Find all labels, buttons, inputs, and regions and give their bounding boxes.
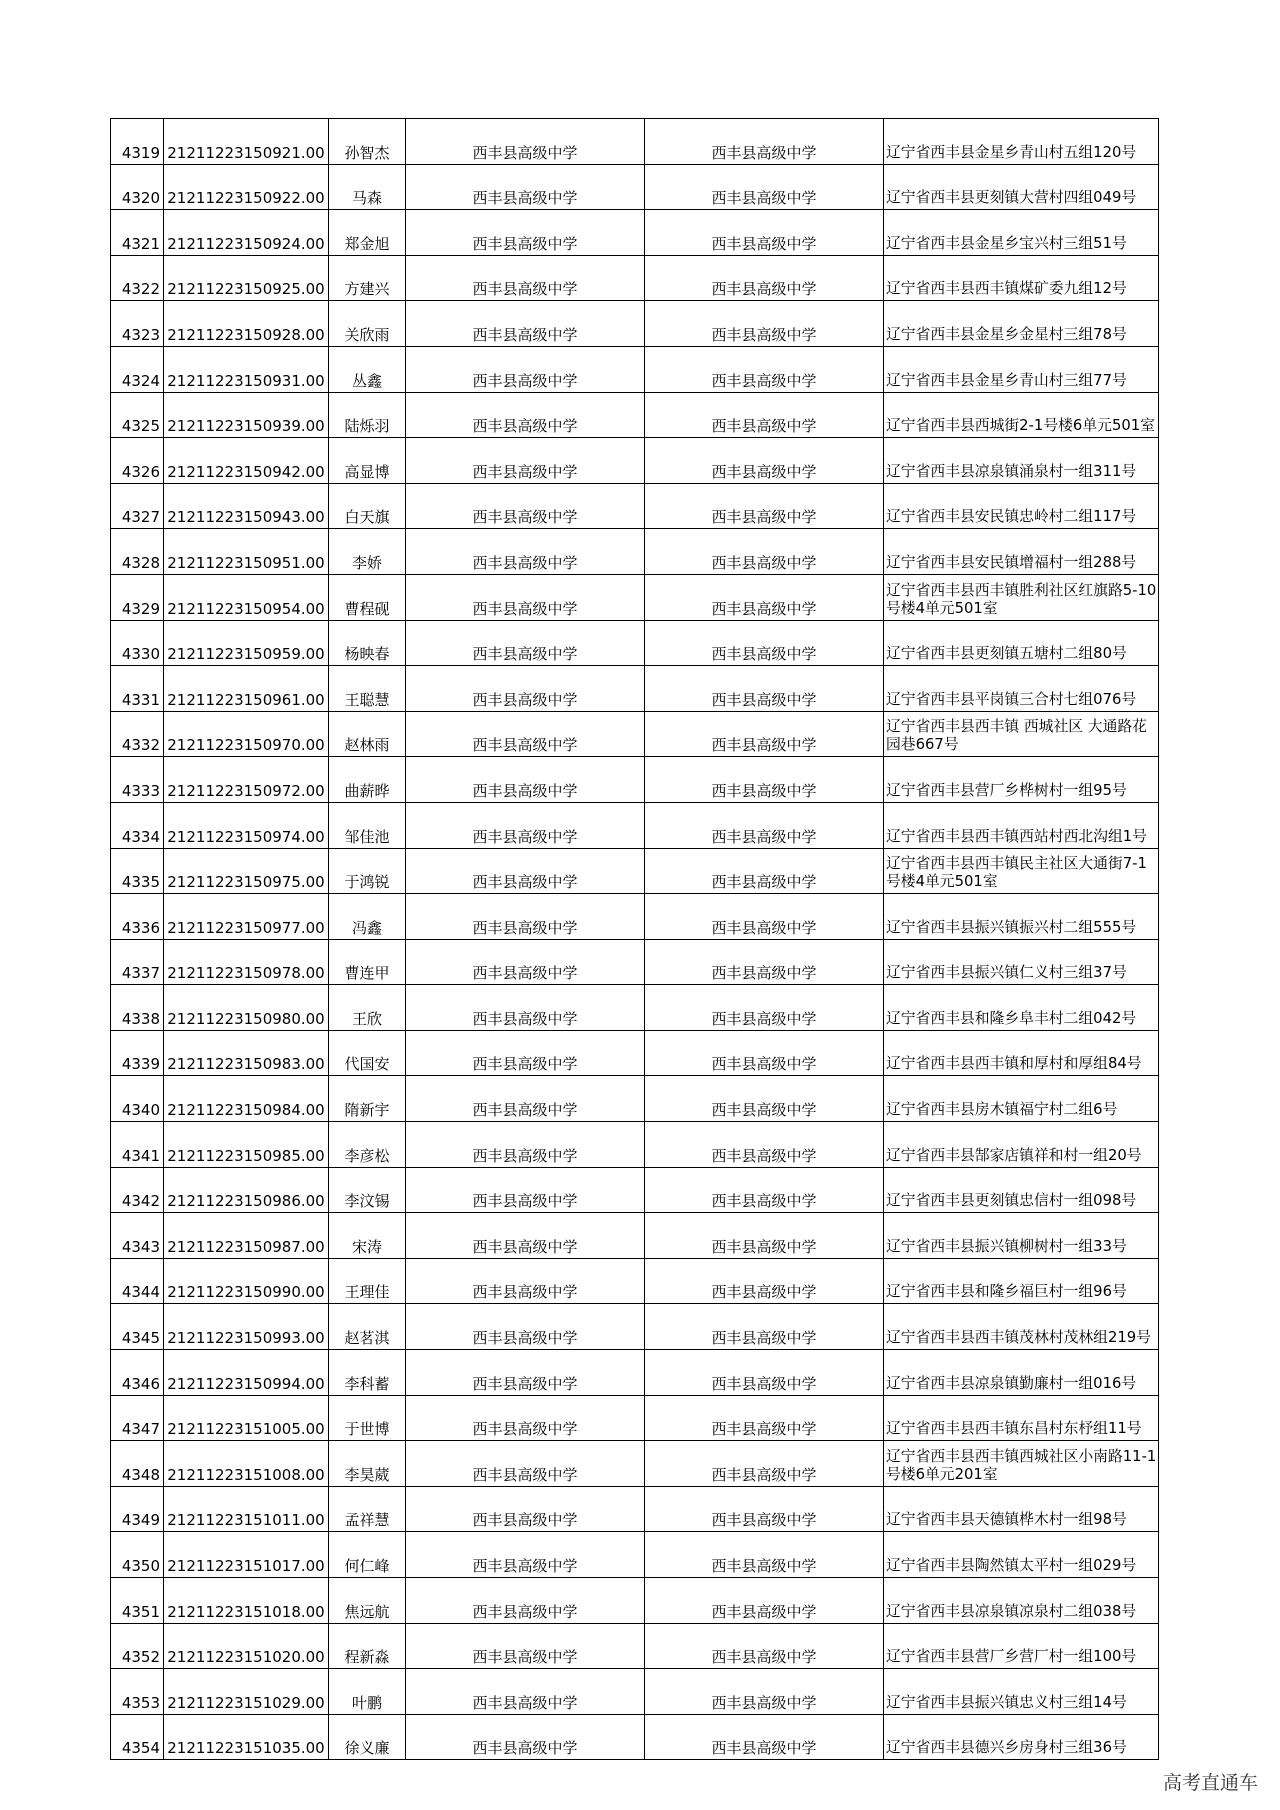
student-name-cell: 李汶锡 [329,1167,406,1213]
graduating-school-cell: 西丰县高级中学 [645,574,884,620]
row-number-cell: 4345 [111,1304,164,1350]
student-name-cell: 曹连甲 [329,939,406,985]
graduating-school-cell: 西丰县高级中学 [645,210,884,256]
address-cell: 辽宁省西丰县金星乡青山村五组120号 [884,119,1159,165]
student-table [110,118,1159,1760]
school-cell: 西丰县高级中学 [406,757,645,803]
graduating-school-cell: 西丰县高级中学 [645,164,884,210]
address-cell: 辽宁省西丰县更刻镇大营村四组049号 [884,164,1159,210]
student-name-cell: 王理佳 [329,1258,406,1304]
school-cell: 西丰县高级中学 [406,1122,645,1168]
row-number-cell: 4321 [111,210,164,256]
table-row [111,346,1159,392]
exam-id-cell: 21211223150990.00 [164,1258,329,1304]
school-cell: 西丰县高级中学 [406,848,645,894]
table-row [111,1350,1159,1396]
address-cell: 辽宁省西丰县营厂乡营厂村一组100号 [884,1623,1159,1669]
address-cell: 辽宁省西丰县和隆乡福巨村一组96号 [884,1258,1159,1304]
school-cell: 西丰县高级中学 [406,1441,645,1487]
row-number-cell: 4349 [111,1486,164,1532]
row-number-cell: 4322 [111,255,164,301]
table-row [111,939,1159,985]
exam-id-cell: 21211223150921.00 [164,119,329,165]
table-row [111,1167,1159,1213]
school-cell: 西丰县高级中学 [406,301,645,347]
school-cell: 西丰县高级中学 [406,802,645,848]
graduating-school-cell: 西丰县高级中学 [645,301,884,347]
exam-id-cell: 21211223150983.00 [164,1030,329,1076]
table-row [111,1669,1159,1715]
school-cell: 西丰县高级中学 [406,1258,645,1304]
table-row [111,483,1159,529]
school-cell: 西丰县高级中学 [406,1076,645,1122]
exam-id-cell: 21211223151020.00 [164,1623,329,1669]
graduating-school-cell: 西丰县高级中学 [645,1076,884,1122]
student-name-cell: 白天旗 [329,483,406,529]
watermark-text: 高考直通车 [1162,1772,1258,1794]
student-name-cell: 杨映春 [329,620,406,666]
address-cell: 辽宁省西丰县平岗镇三合村七组076号 [884,666,1159,712]
table-row [111,802,1159,848]
table-row [111,894,1159,940]
row-number-cell: 4327 [111,483,164,529]
address-cell: 辽宁省西丰县营厂乡桦树村一组95号 [884,757,1159,803]
school-cell: 西丰县高级中学 [406,1350,645,1396]
table-row [111,164,1159,210]
row-number-cell: 4320 [111,164,164,210]
exam-id-cell: 21211223151017.00 [164,1532,329,1578]
exam-id-cell: 21211223150925.00 [164,255,329,301]
address-cell: 辽宁省西丰县西丰镇西站村西北沟组1号 [884,802,1159,848]
row-number-cell: 4333 [111,757,164,803]
table-row [111,1578,1159,1624]
row-number-cell: 4342 [111,1167,164,1213]
row-number-cell: 4353 [111,1669,164,1715]
table-row [111,1076,1159,1122]
row-number-cell: 4324 [111,346,164,392]
graduating-school-cell: 西丰县高级中学 [645,438,884,484]
row-number-cell: 4347 [111,1395,164,1441]
row-number-cell: 4335 [111,848,164,894]
address-cell: 辽宁省西丰县安民镇忠岭村二组117号 [884,483,1159,529]
address-cell: 辽宁省西丰县振兴镇振兴村二组555号 [884,894,1159,940]
exam-id-cell: 21211223150980.00 [164,985,329,1031]
exam-id-cell: 21211223150984.00 [164,1076,329,1122]
row-number-cell: 4354 [111,1714,164,1760]
school-cell: 西丰县高级中学 [406,119,645,165]
student-name-cell: 曲薪晔 [329,757,406,803]
row-number-cell: 4336 [111,894,164,940]
exam-id-cell: 21211223150977.00 [164,894,329,940]
graduating-school-cell: 西丰县高级中学 [645,1122,884,1168]
address-cell: 辽宁省西丰县西丰镇东昌村东杼组11号 [884,1395,1159,1441]
graduating-school-cell: 西丰县高级中学 [645,1669,884,1715]
exam-id-cell: 21211223150985.00 [164,1122,329,1168]
school-cell: 西丰县高级中学 [406,939,645,985]
table-row [111,985,1159,1031]
exam-id-cell: 21211223150951.00 [164,529,329,575]
graduating-school-cell: 西丰县高级中学 [645,985,884,1031]
row-number-cell: 4329 [111,574,164,620]
school-cell: 西丰县高级中学 [406,529,645,575]
row-number-cell: 4340 [111,1076,164,1122]
graduating-school-cell: 西丰县高级中学 [645,939,884,985]
student-name-cell: 徐义廉 [329,1714,406,1760]
student-name-cell: 赵林雨 [329,711,406,757]
school-cell: 西丰县高级中学 [406,1623,645,1669]
address-cell: 辽宁省西丰县西丰镇和厚村和厚组84号 [884,1030,1159,1076]
student-name-cell: 李彦松 [329,1122,406,1168]
school-cell: 西丰县高级中学 [406,985,645,1031]
address-cell: 辽宁省西丰县凉泉镇涌泉村一组311号 [884,438,1159,484]
exam-id-cell: 21211223150986.00 [164,1167,329,1213]
school-cell: 西丰县高级中学 [406,1030,645,1076]
table-row [111,1122,1159,1168]
exam-id-cell: 21211223151005.00 [164,1395,329,1441]
graduating-school-cell: 西丰县高级中学 [645,1258,884,1304]
address-cell: 辽宁省西丰县振兴镇忠义村三组14号 [884,1669,1159,1715]
table-row [111,666,1159,712]
school-cell: 西丰县高级中学 [406,666,645,712]
row-number-cell: 4330 [111,620,164,666]
table-row [111,1486,1159,1532]
student-name-cell: 高显博 [329,438,406,484]
graduating-school-cell: 西丰县高级中学 [645,802,884,848]
table-row [111,1395,1159,1441]
school-cell: 西丰县高级中学 [406,1304,645,1350]
row-number-cell: 4328 [111,529,164,575]
exam-id-cell: 21211223150928.00 [164,301,329,347]
table-row [111,1441,1159,1487]
row-number-cell: 4350 [111,1532,164,1578]
student-name-cell: 叶鹏 [329,1669,406,1715]
table-row [111,529,1159,575]
graduating-school-cell: 西丰县高级中学 [645,1532,884,1578]
row-number-cell: 4348 [111,1441,164,1487]
row-number-cell: 4337 [111,939,164,985]
exam-id-cell: 21211223150931.00 [164,346,329,392]
school-cell: 西丰县高级中学 [406,574,645,620]
table-row [111,1304,1159,1350]
student-name-cell: 于鸿锐 [329,848,406,894]
row-number-cell: 4351 [111,1578,164,1624]
table-row [111,1532,1159,1578]
student-name-cell: 王聪慧 [329,666,406,712]
address-cell: 辽宁省西丰县陶然镇太平村一组029号 [884,1532,1159,1578]
table-row [111,574,1159,620]
row-number-cell: 4331 [111,666,164,712]
address-cell: 辽宁省西丰县和隆乡阜丰村二组042号 [884,985,1159,1031]
row-number-cell: 4332 [111,711,164,757]
address-cell: 辽宁省西丰县西丰镇煤矿委九组12号 [884,255,1159,301]
graduating-school-cell: 西丰县高级中学 [645,666,884,712]
row-number-cell: 4323 [111,301,164,347]
graduating-school-cell: 西丰县高级中学 [645,757,884,803]
graduating-school-cell: 西丰县高级中学 [645,119,884,165]
exam-id-cell: 21211223150939.00 [164,392,329,438]
table-row [111,1213,1159,1259]
student-name-cell: 李娇 [329,529,406,575]
school-cell: 西丰县高级中学 [406,1669,645,1715]
student-name-cell: 于世博 [329,1395,406,1441]
graduating-school-cell: 西丰县高级中学 [645,848,884,894]
address-cell: 辽宁省西丰县西丰镇西城社区小南路11-1号楼6单元201室 [884,1441,1159,1487]
address-cell: 辽宁省西丰县安民镇增福村一组288号 [884,529,1159,575]
student-name-cell: 何仁峰 [329,1532,406,1578]
row-number-cell: 4339 [111,1030,164,1076]
exam-id-cell: 21211223151008.00 [164,1441,329,1487]
exam-id-cell: 21211223150924.00 [164,210,329,256]
graduating-school-cell: 西丰县高级中学 [645,1578,884,1624]
graduating-school-cell: 西丰县高级中学 [645,346,884,392]
table-row [111,757,1159,803]
address-cell: 辽宁省西丰县天德镇桦木村一组98号 [884,1486,1159,1532]
graduating-school-cell: 西丰县高级中学 [645,620,884,666]
student-name-cell: 郑金旭 [329,210,406,256]
address-cell: 辽宁省西丰县西丰镇 西城社区 大通路花园巷667号 [884,711,1159,757]
school-cell: 西丰县高级中学 [406,1213,645,1259]
address-cell: 辽宁省西丰县振兴镇柳树村一组33号 [884,1213,1159,1259]
address-cell: 辽宁省西丰县西丰镇民主社区大通街7-1号楼4单元501室 [884,848,1159,894]
row-number-cell: 4326 [111,438,164,484]
table-row [111,210,1159,256]
address-cell: 辽宁省西丰县西丰镇茂林村茂林组219号 [884,1304,1159,1350]
school-cell: 西丰县高级中学 [406,1532,645,1578]
exam-id-cell: 21211223150975.00 [164,848,329,894]
row-number-cell: 4352 [111,1623,164,1669]
student-name-cell: 陆烁羽 [329,392,406,438]
graduating-school-cell: 西丰县高级中学 [645,894,884,940]
table-row [111,301,1159,347]
student-name-cell: 冯鑫 [329,894,406,940]
exam-id-cell: 21211223151011.00 [164,1486,329,1532]
table-row [111,438,1159,484]
table-row [111,1714,1159,1760]
graduating-school-cell: 西丰县高级中学 [645,392,884,438]
graduating-school-cell: 西丰县高级中学 [645,255,884,301]
graduating-school-cell: 西丰县高级中学 [645,1623,884,1669]
school-cell: 西丰县高级中学 [406,1395,645,1441]
address-cell: 辽宁省西丰县更刻镇忠信村一组098号 [884,1167,1159,1213]
school-cell: 西丰县高级中学 [406,1714,645,1760]
student-name-cell: 孙智杰 [329,119,406,165]
table-row [111,848,1159,894]
school-cell: 西丰县高级中学 [406,620,645,666]
row-number-cell: 4338 [111,985,164,1031]
student-name-cell: 马森 [329,164,406,210]
student-name-cell: 焦远航 [329,1578,406,1624]
student-name-cell: 李昊葳 [329,1441,406,1487]
exam-id-cell: 21211223150970.00 [164,711,329,757]
address-cell: 辽宁省西丰县西城街2-1号楼6单元501室 [884,392,1159,438]
graduating-school-cell: 西丰县高级中学 [645,1486,884,1532]
exam-id-cell: 21211223151035.00 [164,1714,329,1760]
graduating-school-cell: 西丰县高级中学 [645,483,884,529]
table-row [111,119,1159,165]
table-row [111,255,1159,301]
address-cell: 辽宁省西丰县更刻镇五塘村二组80号 [884,620,1159,666]
row-number-cell: 4343 [111,1213,164,1259]
exam-id-cell: 21211223150922.00 [164,164,329,210]
graduating-school-cell: 西丰县高级中学 [645,1213,884,1259]
school-cell: 西丰县高级中学 [406,438,645,484]
address-cell: 辽宁省西丰县凉泉镇勤廉村一组016号 [884,1350,1159,1396]
student-name-cell: 宋涛 [329,1213,406,1259]
student-name-cell: 邹佳池 [329,802,406,848]
student-name-cell: 方建兴 [329,255,406,301]
school-cell: 西丰县高级中学 [406,483,645,529]
row-number-cell: 4334 [111,802,164,848]
address-cell: 辽宁省西丰县金星乡青山村三组77号 [884,346,1159,392]
student-name-cell: 隋新宇 [329,1076,406,1122]
table-row [111,711,1159,757]
graduating-school-cell: 西丰县高级中学 [645,1350,884,1396]
row-number-cell: 4325 [111,392,164,438]
exam-id-cell: 21211223151029.00 [164,1669,329,1715]
table-row [111,1030,1159,1076]
exam-id-cell: 21211223150994.00 [164,1350,329,1396]
row-number-cell: 4344 [111,1258,164,1304]
graduating-school-cell: 西丰县高级中学 [645,1030,884,1076]
row-number-cell: 4341 [111,1122,164,1168]
graduating-school-cell: 西丰县高级中学 [645,1714,884,1760]
school-cell: 西丰县高级中学 [406,711,645,757]
exam-id-cell: 21211223150943.00 [164,483,329,529]
student-name-cell: 丛鑫 [329,346,406,392]
table-row [111,1258,1159,1304]
table-row [111,620,1159,666]
exam-id-cell: 21211223150987.00 [164,1213,329,1259]
exam-id-cell: 21211223150954.00 [164,574,329,620]
exam-id-cell: 21211223150972.00 [164,757,329,803]
exam-id-cell: 21211223150942.00 [164,438,329,484]
school-cell: 西丰县高级中学 [406,1578,645,1624]
school-cell: 西丰县高级中学 [406,392,645,438]
table-row [111,1623,1159,1669]
address-cell: 辽宁省西丰县凉泉镇凉泉村二组038号 [884,1578,1159,1624]
graduating-school-cell: 西丰县高级中学 [645,1395,884,1441]
row-number-cell: 4319 [111,119,164,165]
address-cell: 辽宁省西丰县房木镇福宁村二组6号 [884,1076,1159,1122]
graduating-school-cell: 西丰县高级中学 [645,1304,884,1350]
graduating-school-cell: 西丰县高级中学 [645,711,884,757]
address-cell: 辽宁省西丰县西丰镇胜利社区红旗路5-10号楼4单元501室 [884,574,1159,620]
student-name-cell: 程新淼 [329,1623,406,1669]
exam-id-cell: 21211223151018.00 [164,1578,329,1624]
student-name-cell: 代国安 [329,1030,406,1076]
student-name-cell: 关欣雨 [329,301,406,347]
address-cell: 辽宁省西丰县郜家店镇祥和村一组20号 [884,1122,1159,1168]
address-cell: 辽宁省西丰县德兴乡房身村三组36号 [884,1714,1159,1760]
school-cell: 西丰县高级中学 [406,1167,645,1213]
address-cell: 辽宁省西丰县金星乡宝兴村三组51号 [884,210,1159,256]
graduating-school-cell: 西丰县高级中学 [645,1167,884,1213]
student-name-cell: 曹程砚 [329,574,406,620]
exam-id-cell: 21211223150959.00 [164,620,329,666]
student-name-cell: 赵茗淇 [329,1304,406,1350]
graduating-school-cell: 西丰县高级中学 [645,529,884,575]
table-row [111,392,1159,438]
student-name-cell: 李科蓄 [329,1350,406,1396]
address-cell: 辽宁省西丰县金星乡金星村三组78号 [884,301,1159,347]
student-name-cell: 孟祥慧 [329,1486,406,1532]
table-body [111,119,1159,1760]
school-cell: 西丰县高级中学 [406,1486,645,1532]
exam-id-cell: 21211223150993.00 [164,1304,329,1350]
school-cell: 西丰县高级中学 [406,164,645,210]
exam-id-cell: 21211223150974.00 [164,802,329,848]
student-name-cell: 王欣 [329,985,406,1031]
row-number-cell: 4346 [111,1350,164,1396]
school-cell: 西丰县高级中学 [406,894,645,940]
school-cell: 西丰县高级中学 [406,346,645,392]
school-cell: 西丰县高级中学 [406,255,645,301]
graduating-school-cell: 西丰县高级中学 [645,1441,884,1487]
exam-id-cell: 21211223150978.00 [164,939,329,985]
exam-id-cell: 21211223150961.00 [164,666,329,712]
address-cell: 辽宁省西丰县振兴镇仁义村三组37号 [884,939,1159,985]
school-cell: 西丰县高级中学 [406,210,645,256]
